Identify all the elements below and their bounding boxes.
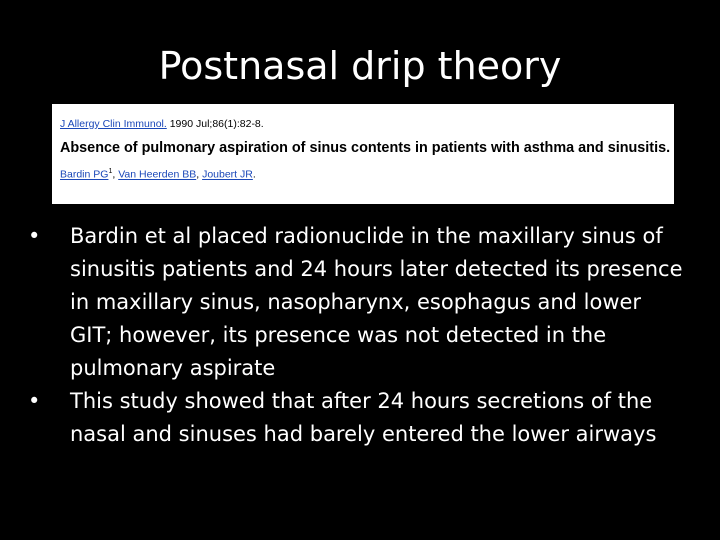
bullet-item [28, 220, 688, 385]
bullet-dot-icon: • [28, 389, 41, 413]
bullet-dot-icon: • [28, 224, 41, 248]
bullet-list [28, 220, 688, 451]
author-separator: , [196, 168, 203, 181]
slide-title: Postnasal drip theory [158, 44, 562, 88]
bullet-text: Bardin et al placed radionuclide in the maxillary sinus of sinusitis patients and 24 hours later detected its presence in maxillary sinus, nasopharynx, esophagus and lower GIT; however, its presence was not detected in the pulmonary aspirate [70, 224, 683, 380]
author-link[interactable]: Bardin PG [60, 168, 109, 181]
bullet-item [28, 385, 688, 451]
citation-article-title: Absence of pulmonary aspiration of sinus contents in patients with asthma and sinusitis. [60, 140, 671, 156]
citation-image [52, 104, 674, 204]
bullet-text: This study showed that after 24 hours secretions of the nasal and sinuses had barely entered the lower airways [70, 389, 657, 446]
citation-journal-line [60, 118, 674, 130]
journal-link[interactable]: J Allergy Clin Immunol. [60, 118, 167, 130]
author-affiliation-sup: 1 [108, 168, 113, 175]
author-link[interactable]: Joubert JR [202, 168, 253, 181]
journal-details: 1990 Jul;86(1):82-8. [166, 118, 264, 130]
author-link[interactable]: Van Heerden BB [118, 168, 197, 181]
author-separator: , [112, 168, 119, 181]
citation-authors [60, 166, 674, 181]
author-end: . [252, 168, 256, 181]
